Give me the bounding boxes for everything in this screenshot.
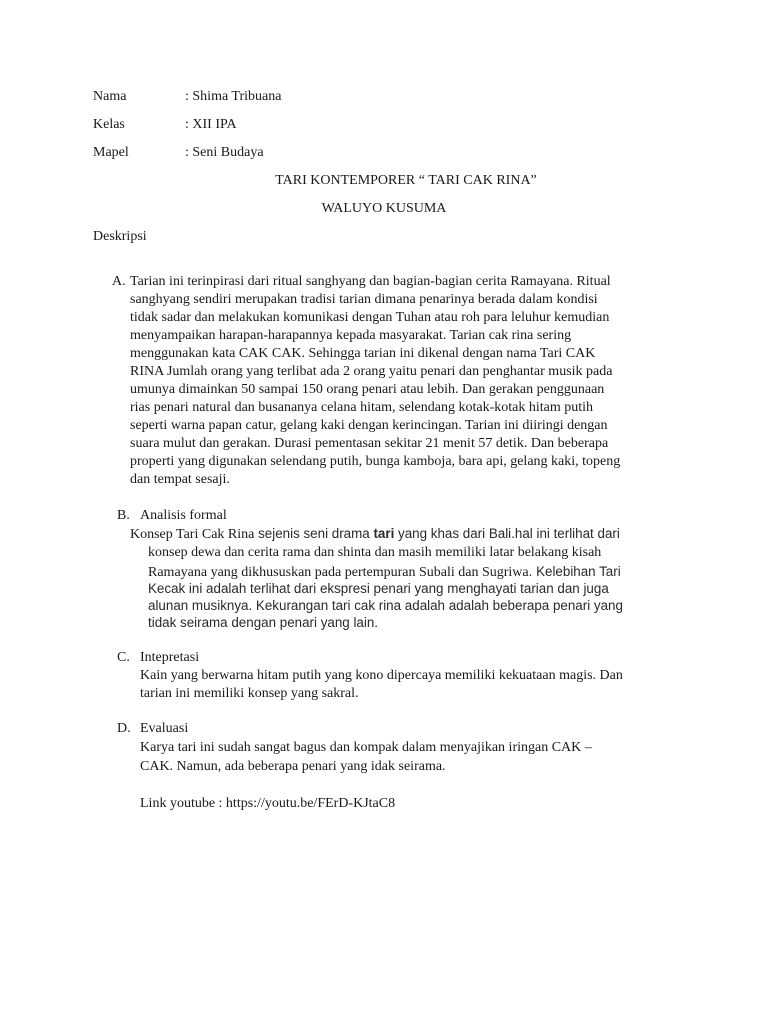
section-b-line4: Kecak ini adalah terlihat dari ekspresi penari yang menghayati tarian dan juga: [148, 581, 609, 596]
section-a-line: menggunakan kata CAK CAK. Sehingga tarian ini dikenal dengan nama Tari CAK: [130, 346, 596, 361]
section-a-line: properti yang digunakan selendang putih, bunga kamboja, bara api, gelang kaki, topeng: [130, 454, 621, 469]
section-d-line: Karya tari ini sudah sangat bagus dan kompak dalam menyajikan iringan CAK –: [140, 740, 592, 755]
section-b-line2: konsep dewa dan cerita rama dan shinta dan masih memiliki latar belakang kisah: [148, 545, 602, 560]
section-a-line: suara mulut dan gerakan. Durasi pementasan sekitar 21 menit 57 detik. Dan beberapa: [130, 436, 609, 451]
section-c-line: Kain yang berwarna hitam putih yang kono dipercaya memiliki kekuataan magis. Dan: [140, 668, 623, 683]
subject-label: Mapel: [93, 145, 129, 160]
class-label: Kelas: [93, 117, 125, 132]
section-a-line: umunya dimainkan 50 sampai 150 orang penari atau lebih. Dan gerakan penggunaan: [130, 382, 605, 397]
subject-value: : Seni Budaya: [185, 145, 264, 160]
section-b-line1: [130, 525, 620, 544]
section-c-marker: C.: [117, 650, 130, 665]
youtube-link[interactable]: Link youtube : https://youtu.be/FErD-KJtaC8: [140, 796, 396, 811]
section-b-line3-b: . Kelebihan Tari: [528, 564, 621, 579]
name-value: : Shima Tribuana: [185, 89, 282, 104]
section-d-heading: Evaluasi: [140, 721, 189, 736]
section-heading-deskripsi: Deskripsi: [93, 229, 147, 244]
section-a-line: Tarian ini terinpirasi dari ritual sanghyang dan bagian-bagian cerita Ramayana. Ritual: [130, 274, 611, 289]
document-title: TARI KONTEMPORER “ TARI CAK RINA”: [275, 173, 537, 188]
section-b-line1-c: yang khas dari Bali.hal ini terlihat dari: [394, 526, 620, 541]
section-b-line1-a: Konsep Tari Cak Rina: [130, 527, 255, 542]
section-b-line6: tidak seirama dengan penari yang lain.: [148, 615, 379, 630]
section-a-line: tidak sadar dan melakukan komunikasi dengan Tuhan atau roh para leluhur kemudian: [130, 310, 610, 325]
section-a-line: rias penari natural dan busananya celana hitam, selendang kotak-kotak hitam putih: [130, 400, 594, 415]
section-d-line: CAK. Namun, ada beberapa penari yang idak seirama.: [140, 759, 446, 774]
section-b-line1-b: sejenis seni drama: [254, 526, 374, 541]
document-author: WALUYO KUSUMA: [321, 201, 447, 216]
section-a-line: RINA Jumlah orang yang terlibat ada 2 orang yaitu penari dan penghantar musik pada: [130, 364, 613, 379]
section-a-line: menyampaikan harapan-harapannya kepada masyarakat. Tarian cak rina sering: [130, 328, 572, 343]
section-a-line: seperti warna papan catur, gelang kaki dengan kerincingan. Tarian ini diiringi dengan: [130, 418, 608, 433]
section-c-heading: Intepretasi: [140, 650, 200, 665]
section-b-line5: alunan musiknya. Kekurangan tari cak rina adalah adalah beberapa penari yang: [148, 598, 623, 613]
section-b-line1-bold: tari: [373, 526, 395, 541]
section-d-marker: D.: [117, 721, 131, 736]
class-value: : XII IPA: [185, 117, 237, 132]
section-a-marker: A.: [112, 274, 126, 289]
name-label: Nama: [93, 89, 127, 104]
section-a-line: dan tempat sesaji.: [130, 472, 230, 487]
section-b-heading: Analisis formal: [140, 508, 227, 523]
section-c-line: tarian ini memiliki konsep yang sakral.: [140, 686, 359, 701]
section-a-line: sanghyang sendiri merupakan tradisi tarian dimana penarinya berada dalam kondisi: [130, 292, 598, 307]
section-b-line3-a: Ramayana yang dikhususkan pada pertempuran Subali dan Sugriwa: [148, 565, 529, 580]
section-b-marker: B.: [117, 508, 130, 523]
